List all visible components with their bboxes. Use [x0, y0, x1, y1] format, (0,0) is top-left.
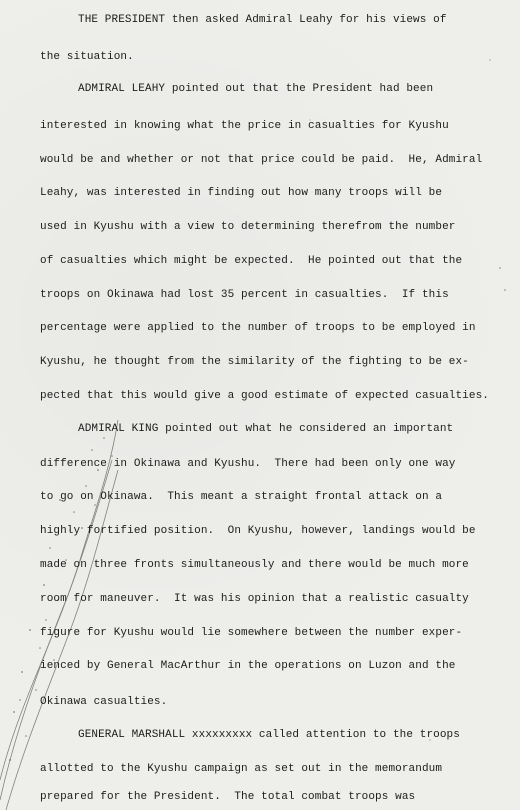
text-line: interested in knowing what the price in casualties for Kyushu: [40, 120, 449, 132]
text-line: used in Kyushu with a view to determining therefrom the number: [40, 221, 456, 233]
text-line: difference in Okinawa and Kyushu. There had been only one way: [40, 458, 456, 470]
text-line: ADMIRAL LEAHY pointed out that the President had been: [78, 83, 434, 95]
text-line: pected that this would give a good estimate of expected casualties.: [40, 390, 489, 402]
text-line: GENERAL MARSHALL xxxxxxxxx called attention to the troops: [78, 729, 460, 741]
text-line: would be and whether or not that price could be paid. He, Admiral: [40, 154, 483, 166]
text-line: ADMIRAL KING pointed out what he considered an important: [78, 423, 454, 435]
text-line: ienced by General MacArthur in the operations on Luzon and the: [40, 660, 456, 672]
text-line: highly fortified position. On Kyushu, however, landings would be: [40, 525, 476, 537]
text-line: Kyushu, he thought from the similarity of the fighting to be ex-: [40, 356, 469, 368]
text-line: to go on Okinawa. This meant a straight frontal attack on a: [40, 491, 443, 503]
text-line: room for maneuver. It was his opinion that a realistic casualty: [40, 593, 469, 605]
text-line: troops on Okinawa had lost 35 percent in casualties. If this: [40, 289, 449, 301]
text-line: prepared for the President. The total combat troops was: [40, 791, 416, 803]
text-line: percentage were applied to the number of troops to be employed in: [40, 322, 476, 334]
text-line: the situation.: [40, 51, 134, 63]
text-line: figure for Kyushu would lie somewhere between the number exper-: [40, 627, 463, 639]
text-line: of casualties which might be expected. He pointed out that the: [40, 255, 463, 267]
text-line: allotted to the Kyushu campaign as set out in the memorandum: [40, 763, 443, 775]
text-line: Leahy, was interested in finding out how many troops will be: [40, 187, 443, 199]
text-line: made on three fronts simultaneously and there would be much more: [40, 559, 469, 571]
text-line: Okinawa casualties.: [40, 696, 168, 708]
text-line: THE PRESIDENT then asked Admiral Leahy for his views of: [78, 14, 447, 26]
